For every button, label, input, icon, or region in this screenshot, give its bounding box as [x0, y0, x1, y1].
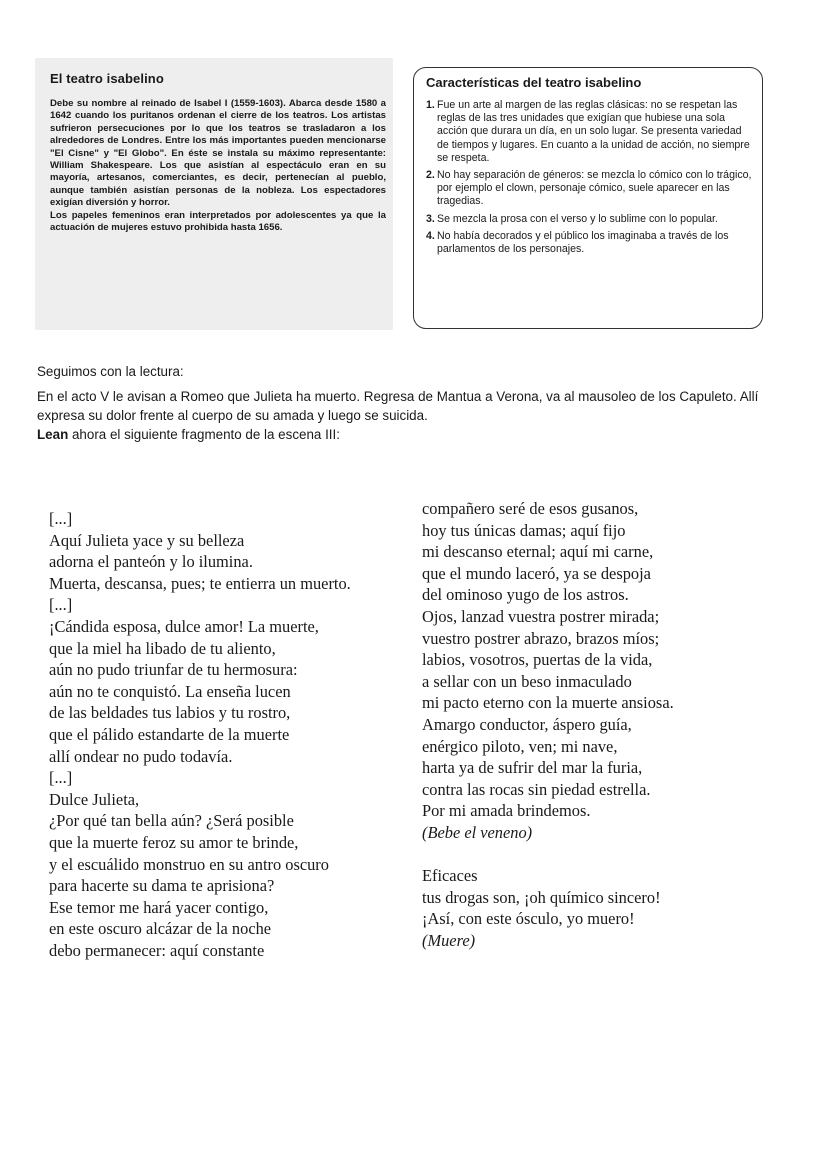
theater-history-paragraph: Los papeles femeninos eran interpretados por adolescentes ya que la actuación de mujeres estuvo prohibida hasta 1656.	[50, 209, 386, 234]
characteristics-title: Características del teatro isabelino	[426, 75, 642, 90]
stanza-gap	[422, 844, 674, 866]
poem-line: compañero seré de esos gusanos,	[422, 499, 639, 518]
poem-line: [...]	[49, 595, 73, 615]
poem-line: Ojos, lanzad vuestra postrer mirada;	[422, 606, 660, 626]
poem-line: vuestro postrer abrazo, brazos míos;	[422, 628, 660, 648]
item-text: No había decorados y el público los imaginaba a través de los parlamentos de los personajes.	[437, 229, 729, 256]
characteristics-item	[426, 99, 756, 165]
poem-line: para hacerte su dama te aprisiona?	[49, 876, 275, 896]
theater-history-body	[50, 98, 386, 234]
poem-line: Muerta, descansa, pues; te entierra un muerto.	[49, 573, 351, 593]
intro-paragraph: En el acto V le avisan a Romeo que Julieta ha muerto. Regresa de Mantua a Verona, va al mausoleo de los Capuleto. Allí expresa su dolor frente al cuerpo de su amada y luego se suicida.	[37, 389, 759, 423]
poem-line: hoy tus únicas damas; aquí fijo	[422, 520, 626, 540]
poem-line: aún no pudo triunfar de tu hermosura:	[49, 660, 298, 680]
theater-history-box	[35, 58, 393, 330]
poem-line: tus drogas son, ¡oh químico sincero!	[422, 887, 661, 907]
poem-line: adorna el panteón y lo ilumina.	[49, 552, 253, 572]
reading-intro	[37, 362, 797, 444]
poem-line: [...]	[49, 509, 73, 528]
characteristics-list	[426, 99, 756, 260]
poem-left-column	[49, 508, 351, 961]
poem-line: aún no te conquistó. La enseña lucen	[49, 681, 291, 701]
poem-line: ¡Así, con este ósculo, yo muero!	[422, 909, 635, 929]
poem-right-block-a	[422, 498, 674, 822]
item-number: 1.	[426, 99, 435, 111]
poem-line: que la miel ha libado de tu aliento,	[49, 638, 276, 658]
characteristics-item	[426, 230, 756, 256]
item-text: No hay separación de géneros: se mezcla lo cómico con lo trágico, por ejemplo el clown, personaje cómico, suele aparecer en las tragedias.	[437, 169, 752, 208]
poem-line: Eficaces	[422, 866, 478, 886]
stage-direction-drink: (Bebe el veneno)	[422, 822, 533, 842]
theater-history-title: El teatro isabelino	[50, 71, 164, 86]
poem-line: Por mi amada brindemos.	[422, 801, 591, 821]
poem-line: a sellar con un beso inmaculado	[422, 671, 632, 691]
poem-line: Aquí Julieta yace y su belleza	[49, 530, 245, 550]
theater-history-paragraph: Debe su nombre al reinado de Isabel I (1559-1603). Abarca desde 1580 a 1642 cuando los puritanos ordenan el cierre de los teatros. Los artistas sufrieron persecuciones por lo que los teatros se trasladaron a los alrededores de Londres. Entre los más importantes pueden mencionarse "El Cisne" y "El Globo". En éste se instala su máximo representante: William Shakespeare. Los que asistían al espectáculo eran en su mayoría, artesanos, comerciantes, es decir, pertenecían al pueblo, aunque también asistían personas de la nobleza. Los espectadores exigían diversión y horror.	[50, 98, 386, 209]
poem-right-column	[422, 498, 674, 951]
poem-line: que el pálido estandarte de la muerte	[49, 724, 290, 744]
characteristics-item	[426, 213, 756, 226]
intro-instruction	[37, 425, 797, 444]
poem-line: en este oscuro alcázar de la noche	[49, 919, 272, 939]
poem-line: mi descanso eternal; aquí mi carne,	[422, 542, 654, 562]
poem-line: labios, vosotros, puertas de la vida,	[422, 650, 653, 670]
intro-lead: Seguimos con la lectura:	[37, 364, 184, 379]
poem-right-block-b	[422, 865, 674, 930]
poem-line: allí ondear no pudo todavía.	[49, 746, 233, 766]
poem-line: del ominoso yugo de los astros.	[422, 585, 629, 605]
item-text: Fue un arte al margen de las reglas clásicas: no se respetan las reglas de las tres unidades que exigían que hubiese una sola acción que durara un día, en un solo lugar. Se presenta variedad de tiempos y lugares. En cuanto a la unidad de acción, no siempre se respeta.	[437, 99, 750, 164]
poem-line: que la muerte feroz su amor te brinde,	[49, 832, 299, 852]
characteristics-item	[426, 169, 756, 209]
poem-line: Dulce Julieta,	[49, 789, 140, 809]
item-number: 4.	[426, 229, 435, 242]
item-number: 2.	[426, 169, 435, 182]
poem-line: Ese temor me hará yacer contigo,	[49, 897, 269, 917]
poem-line: de las beldades tus labios y tu rostro,	[49, 703, 291, 723]
characteristics-box	[413, 67, 763, 329]
poem-line: contra las rocas sin piedad estrella.	[422, 779, 651, 799]
poem-line: que el mundo laceró, ya se despoja	[422, 563, 651, 583]
intro-instruction-bold: Lean	[37, 427, 69, 442]
poem-line: [...]	[49, 768, 73, 788]
poem-line: enérgico piloto, ven; mi nave,	[422, 736, 618, 756]
item-number: 3.	[426, 212, 435, 225]
item-text: Se mezcla la prosa con el verso y lo sublime con lo popular.	[437, 212, 718, 225]
stage-direction-die: (Muere)	[422, 930, 476, 950]
poem-line: ¡Cándida esposa, dulce amor! La muerte,	[49, 616, 319, 636]
poem-line: ¿Por qué tan bella aún? ¿Será posible	[49, 811, 294, 831]
poem-line: y el escuálido monstruo en su antro oscuro	[49, 854, 329, 874]
poem-line: debo permanecer: aquí constante	[49, 940, 265, 960]
poem-line: Amargo conductor, áspero guía,	[422, 714, 632, 734]
intro-instruction-rest: ahora el siguiente fragmento de la escena III:	[68, 427, 340, 442]
poem-line: mi pacto eterno con la muerte ansiosa.	[422, 693, 674, 713]
poem-line: harta ya de sufrir del mar la furia,	[422, 758, 643, 778]
